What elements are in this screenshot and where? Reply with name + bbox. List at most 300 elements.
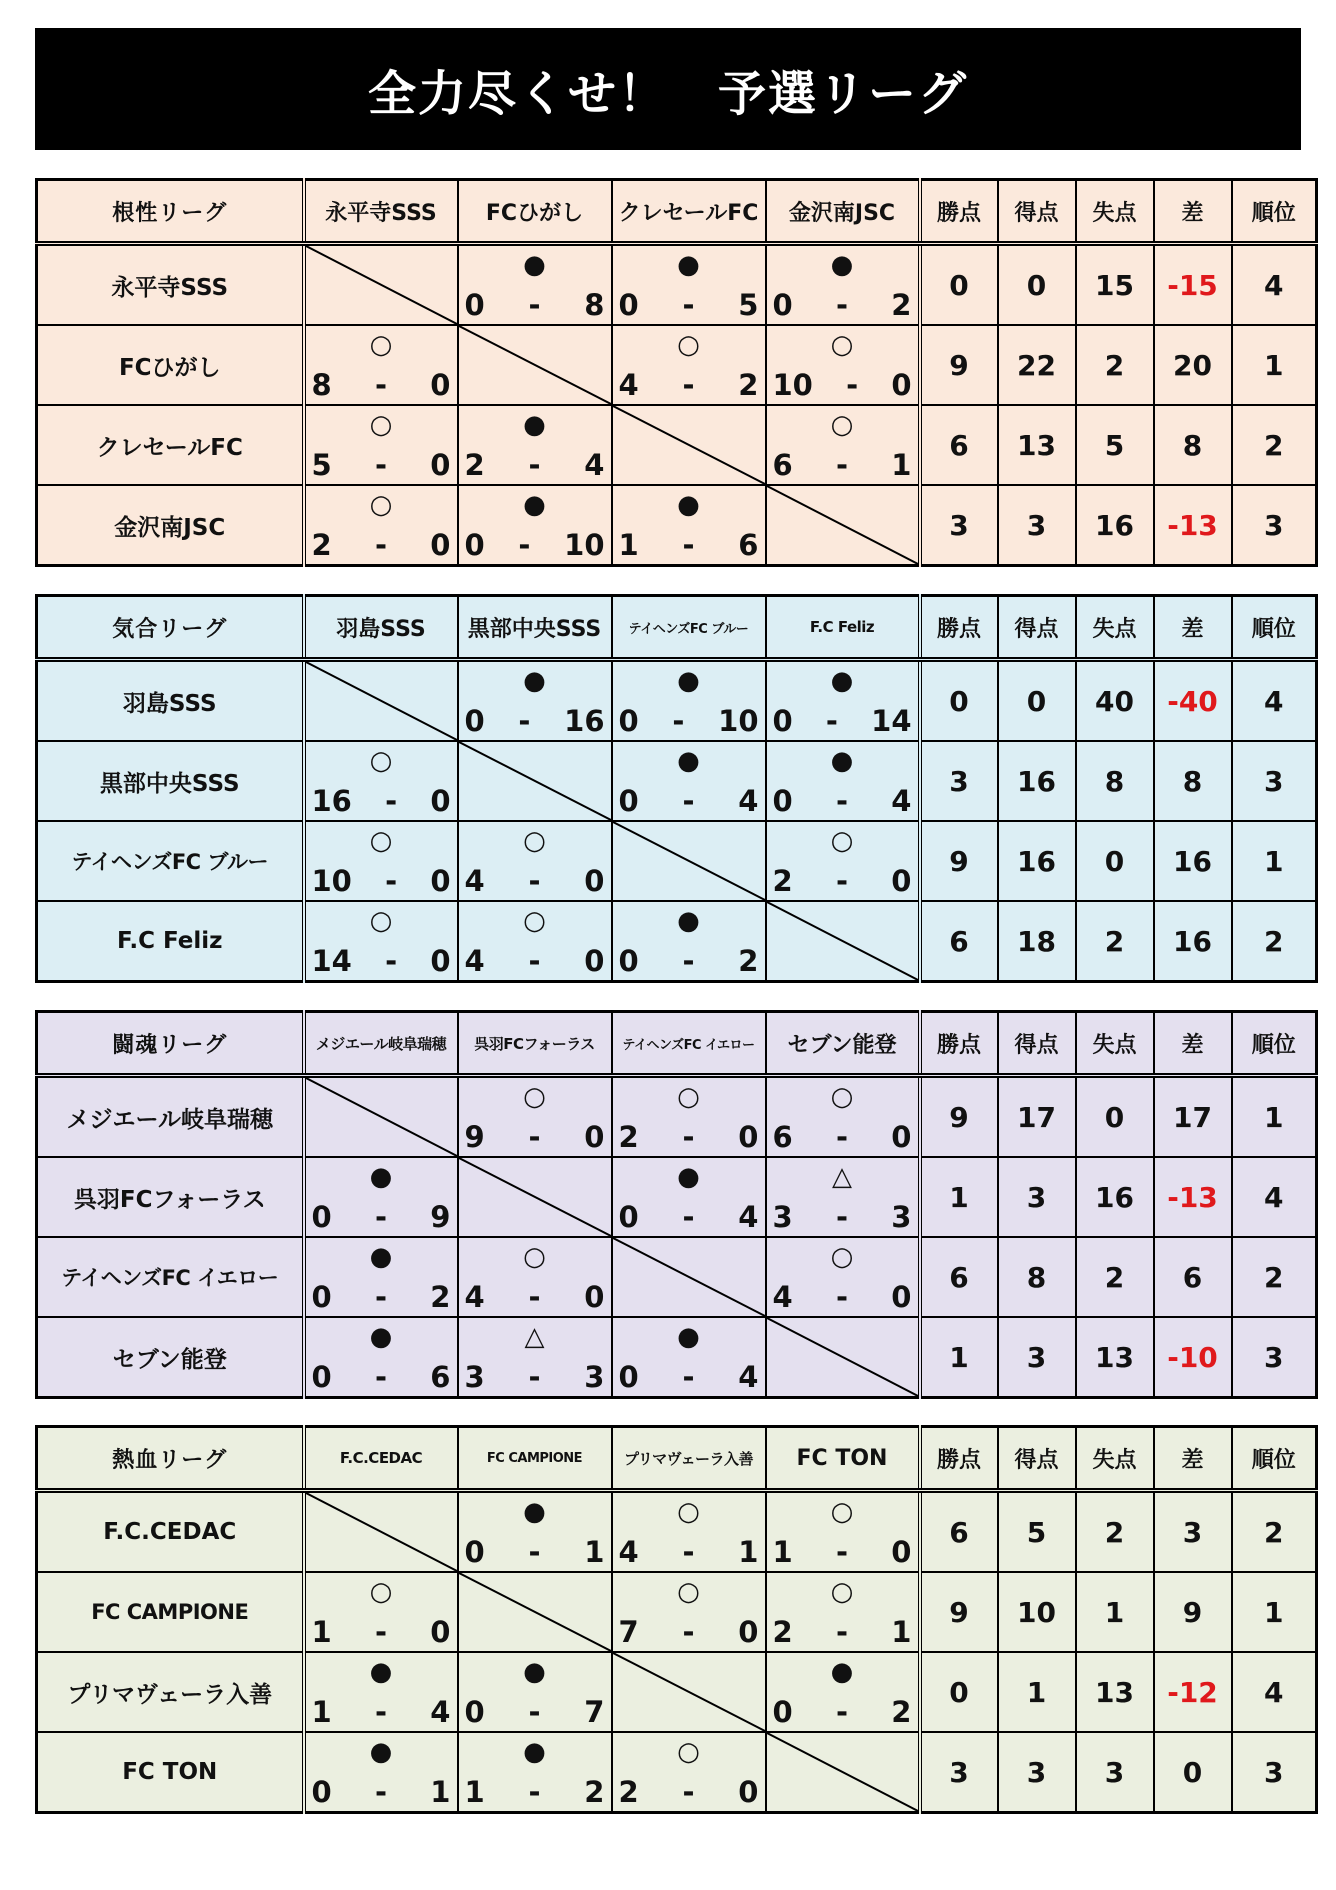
match-result-cell [766, 1076, 920, 1158]
result-mark-icon: ● [523, 666, 546, 696]
league-name: 気合リーグ [37, 596, 304, 660]
result-mark-icon: ● [523, 1737, 546, 1767]
result-mark-icon: ● [677, 1162, 700, 1192]
score-dash: - [374, 448, 388, 482]
score-for: 7 [618, 1615, 639, 1649]
score-for: 4 [772, 1280, 793, 1314]
score-dash: - [374, 1360, 388, 1394]
result-mark-icon: △ [524, 1322, 545, 1352]
score-dash: - [528, 448, 541, 482]
stat-header: 得点 [998, 1012, 1076, 1076]
stat-header: 順位 [1232, 1012, 1317, 1076]
rank-cell: 2 [1232, 405, 1317, 485]
result-mark-icon: ● [830, 1657, 854, 1687]
diagonal-line [613, 1653, 765, 1731]
match-result-cell [766, 325, 920, 405]
match-result-cell [766, 244, 920, 326]
team-name: メジエール岐阜瑞穂 [37, 1076, 304, 1158]
result-mark-icon: ○ [369, 906, 393, 936]
score-dash: - [682, 1120, 695, 1154]
match-result-cell [612, 325, 766, 405]
match-score [773, 368, 912, 402]
score-against: 3 [584, 1360, 605, 1394]
points-cell: 0 [920, 1652, 998, 1732]
league-name: 熱血リーグ [37, 1427, 304, 1491]
table-row [37, 1076, 1317, 1158]
table-row [37, 325, 1317, 405]
score-for: 1 [311, 1615, 332, 1649]
table-row [37, 1157, 1317, 1237]
team-name: 黒部中央SSS [37, 741, 304, 821]
points-cell: 9 [920, 1572, 998, 1652]
rank-cell: 4 [1232, 244, 1317, 326]
score-against: 1 [891, 448, 912, 482]
score-against: 2 [738, 368, 759, 402]
goals-for-cell: 22 [998, 325, 1076, 405]
result-mark-icon: ● [523, 1497, 546, 1527]
points-cell: 9 [920, 1076, 998, 1158]
result-mark-icon: ○ [830, 1497, 854, 1527]
opponent-header: F.C Feliz [766, 596, 920, 660]
score-dash: - [374, 1775, 388, 1809]
score-against: 0 [584, 1280, 605, 1314]
match-result-cell [612, 1491, 766, 1573]
match-result-cell [612, 660, 766, 742]
stat-header: 得点 [998, 1427, 1076, 1491]
result-mark-icon: ○ [523, 906, 546, 936]
goal-diff-cell: 20 [1154, 325, 1232, 405]
table-row [37, 901, 1317, 982]
stat-header: 順位 [1232, 180, 1317, 244]
match-result-cell [458, 1652, 612, 1732]
stat-header: 勝点 [920, 596, 998, 660]
result-mark-icon: ○ [830, 826, 854, 856]
rank-cell: 4 [1232, 1652, 1317, 1732]
score-dash: - [528, 1775, 541, 1809]
score-dash: - [682, 1615, 695, 1649]
match-score [312, 864, 451, 898]
league-header-row [37, 180, 1317, 244]
goal-diff-cell: -40 [1154, 660, 1232, 742]
stat-header: 勝点 [920, 1012, 998, 1076]
score-against: 10 [718, 704, 759, 738]
points-cell: 0 [920, 244, 998, 326]
result-mark-icon: ○ [830, 1577, 854, 1607]
rank-cell: 2 [1232, 1491, 1317, 1573]
match-score [773, 288, 912, 322]
match-result-cell [458, 405, 612, 485]
match-result-cell [304, 1237, 458, 1317]
score-for: 4 [464, 1280, 485, 1314]
table-row [37, 405, 1317, 485]
match-score [619, 528, 759, 562]
match-result-cell [766, 741, 920, 821]
self-match-cell [458, 741, 612, 821]
opponent-header: 永平寺SSS [304, 180, 458, 244]
match-result-cell [304, 405, 458, 485]
score-for: 10 [311, 864, 352, 898]
score-against: 0 [891, 1120, 912, 1154]
score-for: 3 [772, 1200, 793, 1234]
score-for: 0 [618, 944, 639, 978]
match-score [465, 1120, 605, 1154]
score-dash: - [835, 1120, 849, 1154]
goals-for-cell: 17 [998, 1076, 1076, 1158]
league-table [35, 594, 1318, 983]
score-for: 0 [618, 784, 639, 818]
score-for: 0 [464, 1695, 485, 1729]
score-dash: - [518, 528, 531, 562]
rank-cell: 2 [1232, 901, 1317, 982]
score-for: 3 [464, 1360, 485, 1394]
score-against: 4 [584, 448, 605, 482]
self-match-cell [612, 1652, 766, 1732]
match-result-cell [458, 485, 612, 566]
score-for: 4 [464, 944, 485, 978]
rank-cell: 1 [1232, 325, 1317, 405]
goals-against-cell: 16 [1076, 1157, 1154, 1237]
stat-header: 得点 [998, 180, 1076, 244]
league-table [35, 178, 1318, 567]
rank-cell: 1 [1232, 1572, 1317, 1652]
result-mark-icon: ○ [369, 330, 393, 360]
match-score [773, 1695, 912, 1729]
match-score [465, 704, 605, 738]
score-for: 0 [618, 1200, 639, 1234]
score-for: 2 [618, 1120, 639, 1154]
team-name: 金沢南JSC [37, 485, 304, 566]
score-dash: - [374, 1280, 388, 1314]
stat-header: 得点 [998, 596, 1076, 660]
match-result-cell [766, 1652, 920, 1732]
diagonal-line [767, 1733, 918, 1811]
match-score [465, 1535, 605, 1569]
result-mark-icon: ● [677, 490, 700, 520]
goal-diff-cell: 8 [1154, 741, 1232, 821]
score-dash: - [682, 1200, 695, 1234]
rank-cell: 3 [1232, 741, 1317, 821]
self-match-cell [458, 325, 612, 405]
self-match-cell [766, 901, 920, 982]
score-dash: - [835, 448, 849, 482]
match-score [465, 1695, 605, 1729]
match-result-cell [304, 1157, 458, 1237]
match-result-cell [766, 1237, 920, 1317]
score-dash: - [528, 944, 541, 978]
points-cell: 6 [920, 1491, 998, 1573]
self-match-cell [304, 244, 458, 326]
score-dash: - [528, 1695, 541, 1729]
goals-against-cell: 3 [1076, 1732, 1154, 1813]
score-dash: - [374, 1615, 388, 1649]
result-mark-icon: ● [523, 250, 546, 280]
score-dash: - [682, 368, 695, 402]
self-match-cell [612, 405, 766, 485]
match-result-cell [458, 244, 612, 326]
rank-cell: 1 [1232, 821, 1317, 901]
score-against: 0 [430, 1615, 451, 1649]
match-score [465, 864, 605, 898]
result-mark-icon: ○ [677, 1737, 700, 1767]
result-mark-icon: ● [677, 906, 700, 936]
goals-for-cell: 13 [998, 405, 1076, 485]
result-mark-icon: △ [832, 1162, 852, 1192]
score-for: 4 [618, 368, 639, 402]
match-result-cell [458, 1317, 612, 1398]
opponent-header: 黒部中央SSS [458, 596, 612, 660]
match-score [773, 704, 912, 738]
result-mark-icon: ○ [677, 330, 700, 360]
diagonal-line [306, 662, 457, 740]
score-for: 1 [311, 1695, 332, 1729]
stat-header: 順位 [1232, 1427, 1317, 1491]
opponent-header: F.C.CEDAC [304, 1427, 458, 1491]
score-for: 0 [618, 288, 639, 322]
result-mark-icon: ● [677, 1322, 700, 1352]
goals-for-cell: 8 [998, 1237, 1076, 1317]
score-against: 1 [738, 1535, 759, 1569]
match-score [465, 1775, 605, 1809]
goals-for-cell: 16 [998, 821, 1076, 901]
score-dash: - [835, 288, 849, 322]
league-header-row [37, 1012, 1317, 1076]
points-cell: 9 [920, 821, 998, 901]
score-against: 0 [430, 864, 451, 898]
score-for: 0 [464, 1535, 485, 1569]
stat-header: 差 [1154, 1427, 1232, 1491]
goals-for-cell: 10 [998, 1572, 1076, 1652]
match-result-cell [304, 901, 458, 982]
match-score [312, 1615, 451, 1649]
team-name: クレセールFC [37, 405, 304, 485]
stat-header: 勝点 [920, 1427, 998, 1491]
score-for: 8 [311, 368, 332, 402]
goals-against-cell: 2 [1076, 1237, 1154, 1317]
self-match-cell [612, 1237, 766, 1317]
points-cell: 6 [920, 1237, 998, 1317]
match-result-cell [612, 1076, 766, 1158]
score-dash: - [528, 1535, 541, 1569]
goals-for-cell: 5 [998, 1491, 1076, 1573]
score-for: 0 [311, 1280, 332, 1314]
table-row [37, 1652, 1317, 1732]
match-score [312, 1200, 451, 1234]
goal-diff-cell: 16 [1154, 821, 1232, 901]
score-for: 1 [772, 1535, 793, 1569]
result-mark-icon: ○ [369, 746, 393, 776]
score-against: 0 [891, 864, 912, 898]
result-mark-icon: ○ [830, 330, 854, 360]
result-mark-icon: ● [369, 1162, 393, 1192]
score-for: 9 [464, 1120, 485, 1154]
rank-cell: 3 [1232, 485, 1317, 566]
points-cell: 3 [920, 485, 998, 566]
result-mark-icon: ● [677, 666, 700, 696]
score-against: 8 [584, 288, 605, 322]
self-match-cell [766, 485, 920, 566]
goal-diff-cell: -13 [1154, 1157, 1232, 1237]
goals-against-cell: 40 [1076, 660, 1154, 742]
score-for: 0 [772, 784, 793, 818]
goals-against-cell: 13 [1076, 1652, 1154, 1732]
score-for: 4 [618, 1535, 639, 1569]
goals-against-cell: 2 [1076, 325, 1154, 405]
score-dash: - [682, 288, 695, 322]
score-against: 0 [738, 1615, 759, 1649]
opponent-header: クレセールFC [612, 180, 766, 244]
score-dash: - [835, 1535, 849, 1569]
goal-diff-cell: 8 [1154, 405, 1232, 485]
table-row [37, 1732, 1317, 1813]
match-score [619, 368, 759, 402]
result-mark-icon: ○ [830, 1082, 854, 1112]
goals-against-cell: 5 [1076, 405, 1154, 485]
score-dash: - [374, 1200, 388, 1234]
score-dash: - [682, 1775, 695, 1809]
score-dash: - [682, 784, 695, 818]
match-result-cell [612, 485, 766, 566]
goal-diff-cell: 0 [1154, 1732, 1232, 1813]
score-against: 0 [584, 1120, 605, 1154]
result-mark-icon: ● [369, 1737, 393, 1767]
rank-cell: 3 [1232, 1732, 1317, 1813]
self-match-cell [766, 1317, 920, 1398]
score-for: 0 [311, 1775, 332, 1809]
score-dash: - [528, 1360, 541, 1394]
table-row [37, 244, 1317, 326]
match-score [619, 1775, 759, 1809]
score-against: 2 [738, 944, 759, 978]
team-name: F.C Feliz [37, 901, 304, 982]
stat-header: 差 [1154, 180, 1232, 244]
rank-cell: 1 [1232, 1076, 1317, 1158]
score-for: 10 [772, 368, 813, 402]
self-match-cell [612, 821, 766, 901]
score-for: 6 [772, 448, 793, 482]
goal-diff-cell: 6 [1154, 1237, 1232, 1317]
self-match-cell [304, 1491, 458, 1573]
team-name: セブン能登 [37, 1317, 304, 1398]
match-score [619, 1535, 759, 1569]
score-for: 0 [464, 704, 485, 738]
score-against: 1 [430, 1775, 451, 1809]
match-score [465, 1360, 605, 1394]
match-result-cell [612, 1732, 766, 1813]
score-for: 2 [772, 864, 793, 898]
diagonal-line [613, 1238, 765, 1316]
score-for: 4 [464, 864, 485, 898]
diagonal-line [306, 246, 457, 324]
points-cell: 3 [920, 1732, 998, 1813]
match-score [773, 864, 912, 898]
stat-header: 失点 [1076, 596, 1154, 660]
result-mark-icon: ● [523, 410, 546, 440]
points-cell: 0 [920, 660, 998, 742]
page-title-banner [35, 28, 1301, 150]
match-result-cell [458, 660, 612, 742]
match-result-cell [304, 741, 458, 821]
score-for: 0 [311, 1200, 332, 1234]
result-mark-icon: ○ [830, 410, 854, 440]
score-dash: - [528, 1280, 541, 1314]
team-name: テイヘンズFC イエロー [37, 1237, 304, 1317]
diagonal-line [767, 486, 918, 564]
goals-against-cell: 0 [1076, 1076, 1154, 1158]
match-result-cell [612, 1317, 766, 1398]
goals-against-cell: 15 [1076, 244, 1154, 326]
score-against: 2 [891, 1695, 912, 1729]
score-for: 1 [618, 528, 639, 562]
result-mark-icon: ○ [369, 826, 393, 856]
score-against: 4 [738, 1200, 759, 1234]
stat-header: 失点 [1076, 1012, 1154, 1076]
score-dash: - [385, 944, 398, 978]
match-score [619, 1360, 759, 1394]
match-result-cell [458, 1076, 612, 1158]
result-mark-icon: ○ [830, 1242, 854, 1272]
match-score [312, 1775, 451, 1809]
match-result-cell [612, 1157, 766, 1237]
table-row [37, 1491, 1317, 1573]
score-against: 3 [891, 1200, 912, 1234]
match-score [312, 1360, 451, 1394]
match-result-cell [304, 485, 458, 566]
score-against: 1 [584, 1535, 605, 1569]
goals-for-cell: 3 [998, 1157, 1076, 1237]
score-dash: - [374, 1695, 388, 1729]
score-dash: - [835, 1200, 849, 1234]
score-against: 0 [738, 1120, 759, 1154]
goal-diff-cell: -12 [1154, 1652, 1232, 1732]
score-for: 1 [464, 1775, 485, 1809]
match-result-cell [612, 244, 766, 326]
match-score [312, 1280, 451, 1314]
result-mark-icon: ○ [369, 410, 393, 440]
result-mark-icon: ● [830, 746, 854, 776]
self-match-cell [458, 1572, 612, 1652]
score-against: 0 [430, 528, 451, 562]
rank-cell: 3 [1232, 1317, 1317, 1398]
match-result-cell [458, 1237, 612, 1317]
score-dash: - [374, 368, 388, 402]
diagonal-line [306, 1493, 457, 1571]
match-result-cell [458, 1732, 612, 1813]
score-against: 0 [430, 448, 451, 482]
score-dash: - [385, 864, 398, 898]
match-result-cell [766, 1572, 920, 1652]
points-cell: 1 [920, 1157, 998, 1237]
stat-header: 順位 [1232, 596, 1317, 660]
match-score [773, 1535, 912, 1569]
match-score [312, 784, 451, 818]
team-name: プリマヴェーラ入善 [37, 1652, 304, 1732]
goals-against-cell: 13 [1076, 1317, 1154, 1398]
team-name: 永平寺SSS [37, 244, 304, 326]
result-mark-icon: ● [523, 1657, 546, 1687]
goal-diff-cell: 17 [1154, 1076, 1232, 1158]
diagonal-line [459, 326, 611, 404]
match-result-cell [766, 1157, 920, 1237]
result-mark-icon: ● [830, 250, 854, 280]
score-dash: - [528, 864, 541, 898]
goals-for-cell: 0 [998, 244, 1076, 326]
goals-for-cell: 0 [998, 660, 1076, 742]
rank-cell: 4 [1232, 1157, 1317, 1237]
match-score [619, 1200, 759, 1234]
goals-for-cell: 3 [998, 1732, 1076, 1813]
table-row [37, 821, 1317, 901]
self-match-cell [304, 660, 458, 742]
